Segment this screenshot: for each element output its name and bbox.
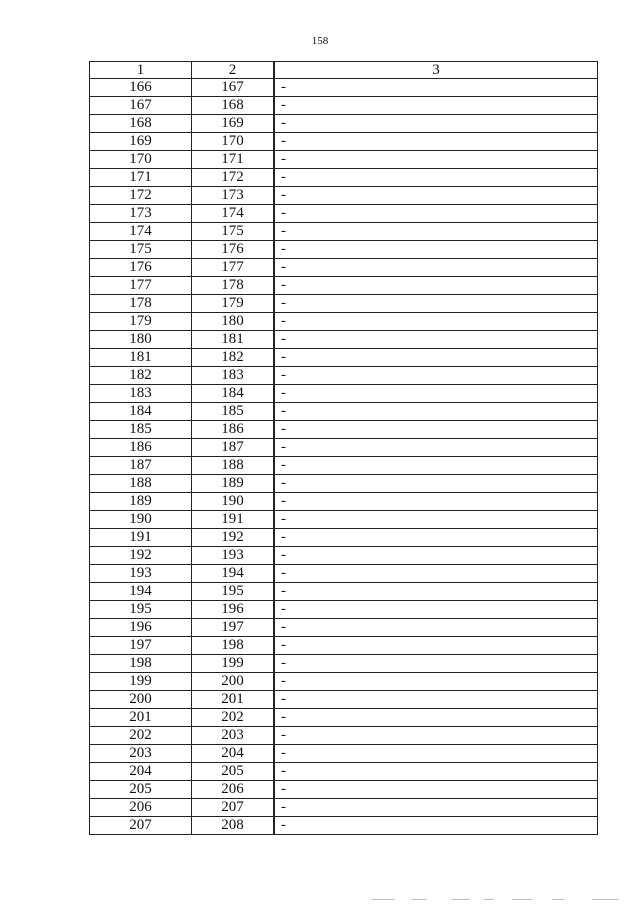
table-cell-col1: 181	[90, 349, 192, 367]
table-cell-col1: 176	[90, 259, 192, 277]
table-cell-col2: 178	[192, 277, 275, 295]
table-cell-col2: 173	[192, 187, 275, 205]
table-cell-col1: 195	[90, 601, 192, 619]
table-cell-col1: 198	[90, 655, 192, 673]
table-row	[90, 421, 598, 439]
table-cell-col3: -	[274, 79, 598, 97]
table-cell-col2: 175	[192, 223, 275, 241]
table-cell-col1: 194	[90, 583, 192, 601]
table-cell-col1: 186	[90, 439, 192, 457]
table-cell-col1: 200	[90, 691, 192, 709]
table-cell-col1: 170	[90, 151, 192, 169]
table-cell-col3: -	[274, 115, 598, 133]
table-row	[90, 295, 598, 313]
table-row	[90, 403, 598, 421]
table-cell-col2: 206	[192, 781, 275, 799]
table-row	[90, 475, 598, 493]
table-cell-col2: 194	[192, 565, 275, 583]
table-body	[90, 79, 598, 835]
table-cell-col2: 189	[192, 475, 275, 493]
table-row	[90, 349, 598, 367]
table-cell-col3: -	[274, 619, 598, 637]
scan-artifacts	[372, 899, 622, 901]
table-cell-col1: 168	[90, 115, 192, 133]
table-cell-col3: -	[274, 799, 598, 817]
table-header-row	[90, 62, 598, 79]
table-row	[90, 745, 598, 763]
table-cell-col1: 187	[90, 457, 192, 475]
column-header-3: 3	[274, 62, 598, 79]
column-header-2: 2	[192, 62, 275, 79]
table-cell-col3: -	[274, 367, 598, 385]
table-cell-col3: -	[274, 673, 598, 691]
table-row	[90, 583, 598, 601]
table-cell-col1: 206	[90, 799, 192, 817]
page-number: 158	[311, 35, 329, 47]
table-cell-col1: 193	[90, 565, 192, 583]
table-cell-col2: 190	[192, 493, 275, 511]
table-cell-col3: -	[274, 295, 598, 313]
table-cell-col2: 192	[192, 529, 275, 547]
table-cell-col1: 205	[90, 781, 192, 799]
table-cell-col3: -	[274, 169, 598, 187]
table-cell-col3: -	[274, 709, 598, 727]
table-row	[90, 709, 598, 727]
table-cell-col2: 177	[192, 259, 275, 277]
table-cell-col1: 167	[90, 97, 192, 115]
table-cell-col1: 184	[90, 403, 192, 421]
table-cell-col1: 166	[90, 79, 192, 97]
table-cell-col1: 201	[90, 709, 192, 727]
table-row	[90, 331, 598, 349]
table-cell-col2: 187	[192, 439, 275, 457]
table-cell-col2: 172	[192, 169, 275, 187]
table-cell-col1: 175	[90, 241, 192, 259]
table-cell-col3: -	[274, 151, 598, 169]
table-cell-col2: 193	[192, 547, 275, 565]
table-cell-col3: -	[274, 565, 598, 583]
table-cell-col2: 201	[192, 691, 275, 709]
table-cell-col2: 200	[192, 673, 275, 691]
table-cell-col3: -	[274, 223, 598, 241]
table-cell-col3: -	[274, 583, 598, 601]
table-cell-col3: -	[274, 421, 598, 439]
table-cell-col1: 197	[90, 637, 192, 655]
table-cell-col1: 178	[90, 295, 192, 313]
table-cell-col3: -	[274, 385, 598, 403]
table-cell-col2: 191	[192, 511, 275, 529]
table-cell-col1: 174	[90, 223, 192, 241]
table-cell-col1: 207	[90, 817, 192, 835]
table-cell-col1: 188	[90, 475, 192, 493]
table-cell-col3: -	[274, 205, 598, 223]
table-cell-col2: 182	[192, 349, 275, 367]
table-cell-col3: -	[274, 133, 598, 151]
table-cell-col3: -	[274, 439, 598, 457]
column-header-1: 1	[90, 62, 192, 79]
table-row	[90, 151, 598, 169]
table-row	[90, 655, 598, 673]
table-cell-col3: -	[274, 655, 598, 673]
table-cell-col2: 171	[192, 151, 275, 169]
table-cell-col3: -	[274, 475, 598, 493]
table-cell-col3: -	[274, 187, 598, 205]
table-cell-col2: 167	[192, 79, 275, 97]
table-cell-col3: -	[274, 277, 598, 295]
table-cell-col2: 170	[192, 133, 275, 151]
table-cell-col2: 196	[192, 601, 275, 619]
table-cell-col1: 191	[90, 529, 192, 547]
table-cell-col3: -	[274, 457, 598, 475]
table-cell-col1: 179	[90, 313, 192, 331]
table-cell-col1: 169	[90, 133, 192, 151]
table-row	[90, 205, 598, 223]
table-cell-col3: -	[274, 331, 598, 349]
table-cell-col2: 205	[192, 763, 275, 781]
table-row	[90, 169, 598, 187]
table-row	[90, 817, 598, 835]
table-cell-col2: 197	[192, 619, 275, 637]
table-cell-col1: 172	[90, 187, 192, 205]
table-cell-col3: -	[274, 313, 598, 331]
table-row	[90, 241, 598, 259]
table-row	[90, 313, 598, 331]
table-cell-col3: -	[274, 727, 598, 745]
table-cell-col1: 177	[90, 277, 192, 295]
table-cell-col2: 186	[192, 421, 275, 439]
table-row	[90, 367, 598, 385]
table-cell-col2: 179	[192, 295, 275, 313]
table-cell-col3: -	[274, 781, 598, 799]
table-cell-col3: -	[274, 601, 598, 619]
table-row	[90, 97, 598, 115]
table-row	[90, 619, 598, 637]
table-cell-col3: -	[274, 493, 598, 511]
table-cell-col2: 208	[192, 817, 275, 835]
table-cell-col1: 180	[90, 331, 192, 349]
table-cell-col2: 199	[192, 655, 275, 673]
table-cell-col2: 203	[192, 727, 275, 745]
table-cell-col2: 169	[192, 115, 275, 133]
table-row	[90, 133, 598, 151]
table-cell-col1: 203	[90, 745, 192, 763]
table-cell-col2: 168	[192, 97, 275, 115]
table-row	[90, 691, 598, 709]
table-cell-col2: 198	[192, 637, 275, 655]
table-cell-col1: 183	[90, 385, 192, 403]
table-cell-col2: 184	[192, 385, 275, 403]
table-cell-col2: 202	[192, 709, 275, 727]
table-cell-col3: -	[274, 259, 598, 277]
table-row	[90, 763, 598, 781]
table-row	[90, 223, 598, 241]
table-cell-col2: 188	[192, 457, 275, 475]
table-row	[90, 187, 598, 205]
table-row	[90, 439, 598, 457]
table-row	[90, 799, 598, 817]
table-cell-col3: -	[274, 637, 598, 655]
table-row	[90, 781, 598, 799]
table-row	[90, 457, 598, 475]
table-row	[90, 637, 598, 655]
table-cell-col3: -	[274, 511, 598, 529]
table-cell-col2: 183	[192, 367, 275, 385]
table-cell-col3: -	[274, 745, 598, 763]
table-cell-col1: 202	[90, 727, 192, 745]
table-cell-col2: 204	[192, 745, 275, 763]
table-row	[90, 511, 598, 529]
table-cell-col1: 182	[90, 367, 192, 385]
table-cell-col2: 174	[192, 205, 275, 223]
table-cell-col3: -	[274, 691, 598, 709]
table-cell-col2: 181	[192, 331, 275, 349]
table-row	[90, 385, 598, 403]
data-table	[89, 61, 598, 835]
table-cell-col2: 207	[192, 799, 275, 817]
table-cell-col3: -	[274, 97, 598, 115]
table-cell-col3: -	[274, 529, 598, 547]
table-row	[90, 727, 598, 745]
table-cell-col1: 204	[90, 763, 192, 781]
table-row	[90, 79, 598, 97]
table-cell-col2: 180	[192, 313, 275, 331]
table-cell-col1: 189	[90, 493, 192, 511]
table-cell-col1: 196	[90, 619, 192, 637]
table-row	[90, 529, 598, 547]
table-cell-col1: 199	[90, 673, 192, 691]
table-row	[90, 547, 598, 565]
table-cell-col3: -	[274, 547, 598, 565]
table-cell-col2: 185	[192, 403, 275, 421]
table-row	[90, 673, 598, 691]
table-row	[90, 259, 598, 277]
table-cell-col3: -	[274, 817, 598, 835]
table-row	[90, 601, 598, 619]
table-row	[90, 493, 598, 511]
table-cell-col1: 192	[90, 547, 192, 565]
table-cell-col1: 185	[90, 421, 192, 439]
table-row	[90, 277, 598, 295]
table-cell-col2: 195	[192, 583, 275, 601]
table-row	[90, 115, 598, 133]
table-cell-col3: -	[274, 241, 598, 259]
table-cell-col1: 173	[90, 205, 192, 223]
table-cell-col1: 171	[90, 169, 192, 187]
table-cell-col3: -	[274, 763, 598, 781]
table-cell-col2: 176	[192, 241, 275, 259]
table-row	[90, 565, 598, 583]
table-cell-col3: -	[274, 403, 598, 421]
table-cell-col1: 190	[90, 511, 192, 529]
table-cell-col3: -	[274, 349, 598, 367]
